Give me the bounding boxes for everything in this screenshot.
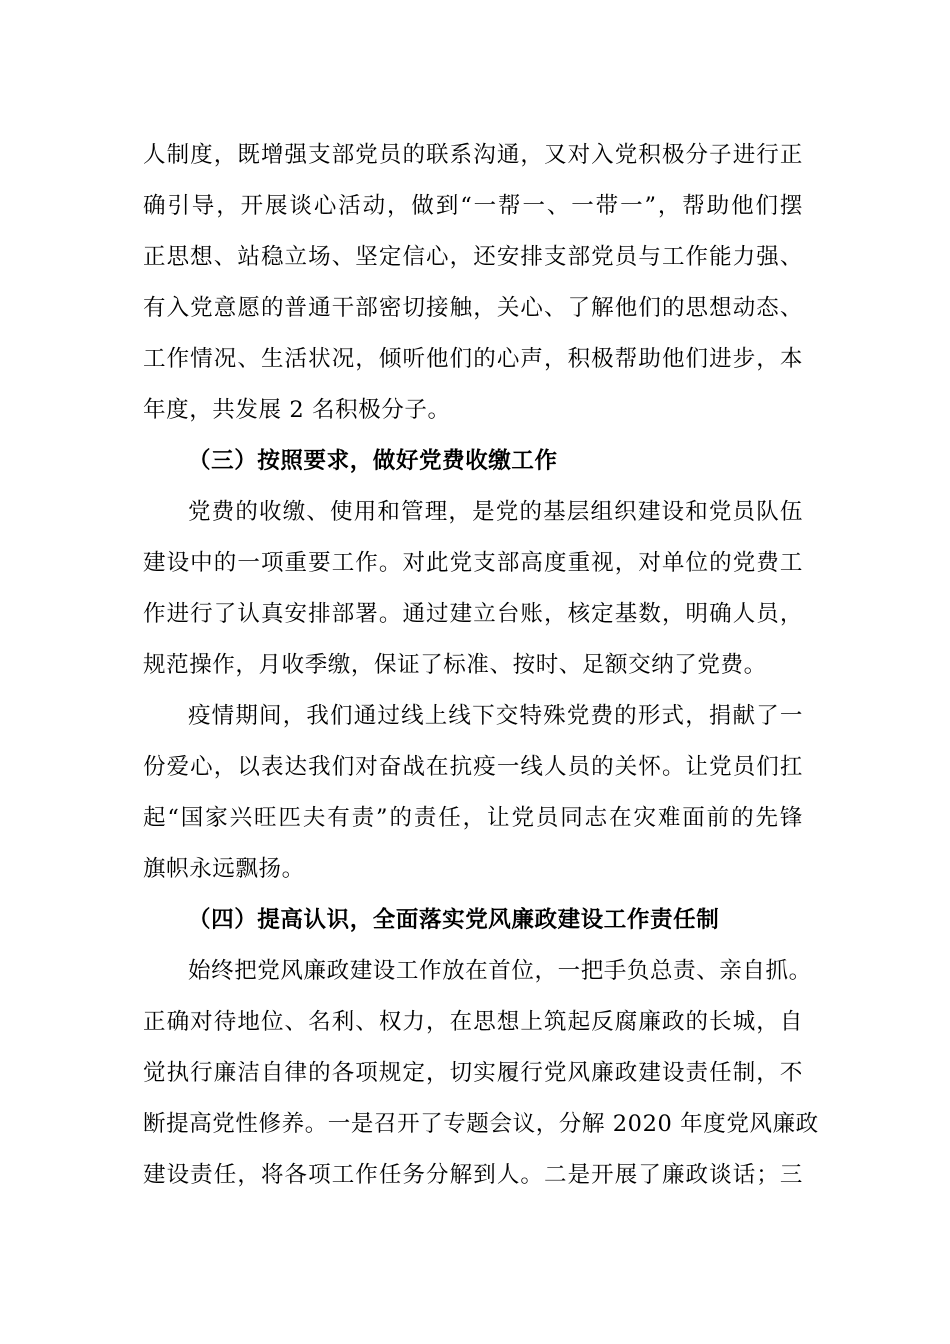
- heading-text: （四）提高认识，全面落实党风廉政建设工作责任制: [188, 907, 720, 933]
- text-line: 旗帜永远飘扬。: [143, 856, 305, 882]
- text-line: 年度，共发展 2 名积极分子。: [143, 397, 451, 423]
- paragraph-party-dues: [143, 487, 803, 691]
- section-heading-3: [143, 436, 803, 487]
- text-line: 份爱心，以表达我们对奋战在抗疫一线人员的关怀。让党员们扛: [143, 754, 803, 780]
- text-line: 建设中的一项重要工作。对此党支部高度重视，对单位的党费工: [143, 550, 803, 576]
- text-line: 建设责任，将各项工作任务分解到人。二是开展了廉政谈话；三: [143, 1162, 803, 1188]
- text-line: 有入党意愿的普通干部密切接触，关心、了解他们的思想动态、: [143, 295, 803, 321]
- text-line: 觉执行廉洁自律的各项规定，切实履行党风廉政建设责任制，不: [143, 1060, 803, 1086]
- text-line: 正思想、站稳立场、坚定信心，还安排支部党员与工作能力强、: [143, 244, 803, 270]
- heading-text: （三）按照要求，做好党费收缴工作: [188, 448, 558, 474]
- section-heading-4: [143, 895, 803, 946]
- text-line: 疫情期间，我们通过线上线下交特殊党费的形式，捐献了一: [188, 703, 803, 729]
- text-line: 断提高党性修养。一是召开了专题会议，分解 2020 年度党风廉政: [143, 1111, 819, 1137]
- text-line: 正确对待地位、名利、权力，在思想上筑起反腐廉政的长城，自: [143, 1009, 803, 1035]
- text-line: 规范操作，月收季缴，保证了标准、按时、足额交纳了党费。: [143, 652, 767, 678]
- text-line: 人制度，既增强支部党员的联系沟通，又对入党积极分子进行正: [143, 142, 803, 168]
- text-line: 作进行了认真安排部署。通过建立台账，核定基数，明确人员，: [143, 601, 803, 627]
- document-body: [143, 130, 819, 1201]
- paragraph-activist-development: [143, 130, 803, 436]
- text-line: 起“国家兴旺匹夫有责”的责任，让党员同志在灾难面前的先锋: [143, 805, 803, 831]
- text-line: 始终把党风廉政建设工作放在首位，一把手负总责、亲自抓。: [188, 958, 812, 984]
- text-line: 确引导，开展谈心活动，做到“一帮一、一带一”，帮助他们摆: [143, 193, 803, 219]
- paragraph-integrity-responsibility: [143, 946, 819, 1201]
- text-line: 工作情况、生活状况，倾听他们的心声，积极帮助他们进步，本: [143, 346, 803, 372]
- paragraph-epidemic-donation: [143, 691, 803, 895]
- text-line: 党费的收缴、使用和管理，是党的基层组织建设和党员队伍: [188, 499, 803, 525]
